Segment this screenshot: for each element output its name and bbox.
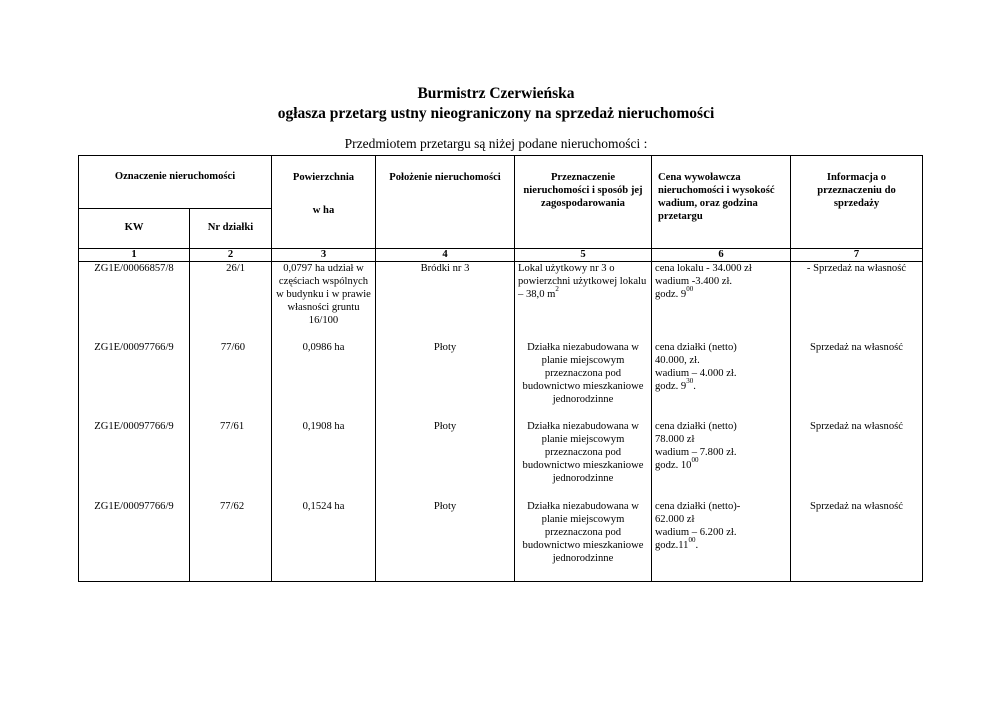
cell-przeznaczenie: Działka niezabudowana w planie miejscowym przeznaczona pod budownictwo mieszkaniowe jednorodzinne [515, 341, 652, 420]
cena-line-1: cena działki (netto) [655, 341, 737, 353]
header-nr-dzialki: Nr działki [190, 209, 272, 249]
cena-line-2: 40.000, zł. [655, 354, 700, 366]
cell-powierzchnia: 0,1908 ha [272, 420, 376, 500]
godz-suffix: . [695, 539, 699, 551]
cena-line-2: 78.000 zł [655, 433, 695, 445]
header-cena: Cena wywoławcza nieruchomości i wysokość wadium, oraz godzina przetargu [652, 156, 791, 249]
cell-nr-dzialki: 26/1 [190, 262, 272, 341]
header-powierzchnia [272, 156, 376, 249]
cena-line-3: wadium – 6.200 zł. [655, 526, 737, 538]
header-informacja: Informacja o przeznaczeniu do sprzedaży [791, 156, 923, 249]
godz-suffix: . [693, 380, 696, 392]
title-line-1: Burmistrz Czerwieńska [417, 85, 575, 102]
col-num-5: 5 [515, 249, 652, 262]
cena-line-1: cena działki (netto)- [655, 500, 741, 512]
cell-polozenie: Płoty [376, 420, 515, 500]
cell-polozenie: Bródki nr 3 [376, 262, 515, 341]
header-powierzchnia-unit: w ha [312, 205, 335, 216]
subject-line: Przedmiotem przetargu są niżej podane nieruchomości : [344, 136, 648, 151]
header-powierzchnia-label: Powierzchnia [292, 172, 355, 183]
announcement-title [0, 84, 992, 124]
cell-przeznaczenie: Działka niezabudowana w planie miejscowym przeznaczona pod budownictwo mieszkaniowe jednorodzinne [515, 500, 652, 582]
table-row [79, 341, 923, 420]
cell-nr-dzialki: 77/61 [190, 420, 272, 500]
cell-informacja: Sprzedaż na własność [791, 341, 923, 420]
godz-text: godz.11 [655, 539, 689, 551]
cell-przeznaczenie: Działka niezabudowana w planie miejscowym przeznaczona pod budownictwo mieszkaniowe jednorodzinne [515, 420, 652, 500]
header-kw: KW [79, 209, 190, 249]
col-num-2: 2 [190, 249, 272, 262]
godz-minutes: 30 [686, 376, 694, 385]
area-unit-superscript: 2 [555, 285, 559, 294]
cell-cena [652, 341, 791, 420]
cell-kw: ZG1E/00097766/9 [79, 420, 190, 500]
cell-przeznaczenie [515, 262, 652, 341]
godz-text: godz. 9 [655, 289, 687, 300]
properties-table [78, 155, 923, 582]
col-num-1: 1 [79, 249, 190, 262]
cena-line-2: 62.000 zł [655, 513, 695, 525]
cell-informacja: - Sprzedaż na własność [791, 262, 923, 341]
cell-kw: ZG1E/00097766/9 [79, 341, 190, 420]
col-num-7: 7 [791, 249, 923, 262]
przeznaczenie-text: Lokal użytkowy nr 3 o powierzchni użytkowej lokalu – 38,0 m [518, 263, 647, 300]
godz-text: godz. 9 [655, 380, 687, 392]
cena-line-1: cena lokalu - 34.000 zł [655, 263, 752, 274]
cell-cena [652, 500, 791, 582]
cell-kw: ZG1E/00097766/9 [79, 500, 190, 582]
cell-cena [652, 262, 791, 341]
cell-polozenie: Płoty [376, 500, 515, 582]
cena-line-3: wadium – 4.000 zł. [655, 367, 737, 379]
godz-text: godz. 10 [655, 459, 692, 471]
cena-line-3: wadium – 7.800 zł. [655, 446, 737, 458]
column-numbers-row [79, 249, 923, 262]
cell-powierzchnia: 0,1524 ha [272, 500, 376, 582]
title-line-2: ogłasza przetarg ustny nieograniczony na sprzedaż nieruchomości [277, 105, 715, 122]
godz-minutes: 00 [691, 455, 699, 464]
cell-cena [652, 420, 791, 500]
cena-line-2: wadium -3.400 zł. [655, 276, 733, 287]
cell-nr-dzialki: 77/60 [190, 341, 272, 420]
col-num-3: 3 [272, 249, 376, 262]
cell-kw: ZG1E/00066857/8 [79, 262, 190, 341]
header-polozenie: Położenie nieruchomości [376, 156, 515, 249]
table-row [79, 262, 923, 341]
cell-polozenie: Płoty [376, 341, 515, 420]
cena-godzina [655, 285, 787, 301]
cell-informacja: Sprzedaż na własność [791, 500, 923, 582]
table-row [79, 500, 923, 582]
cena-godzina [655, 535, 787, 552]
header-przeznaczenie: Przeznaczenie nieruchomości i sposób jej zagospodarowania [515, 156, 652, 249]
cell-informacja: Sprzedaż na własność [791, 420, 923, 500]
header-oznaczenie: Oznaczenie nieruchomości [79, 156, 272, 209]
cell-powierzchnia: 0,0797 ha udział w częściach wspólnych w budynku i w prawie własności gruntu 16/100 [272, 262, 376, 341]
col-num-4: 4 [376, 249, 515, 262]
cena-godzina [655, 455, 787, 472]
col-num-6: 6 [652, 249, 791, 262]
cena-line-1: cena działki (netto) [655, 420, 737, 432]
godz-minutes: 00 [688, 535, 696, 544]
header-row-1 [79, 156, 923, 209]
cena-godzina [655, 376, 787, 393]
godz-minutes: 00 [686, 285, 694, 294]
table-row [79, 420, 923, 500]
cell-powierzchnia: 0,0986 ha [272, 341, 376, 420]
cell-nr-dzialki: 77/62 [190, 500, 272, 582]
